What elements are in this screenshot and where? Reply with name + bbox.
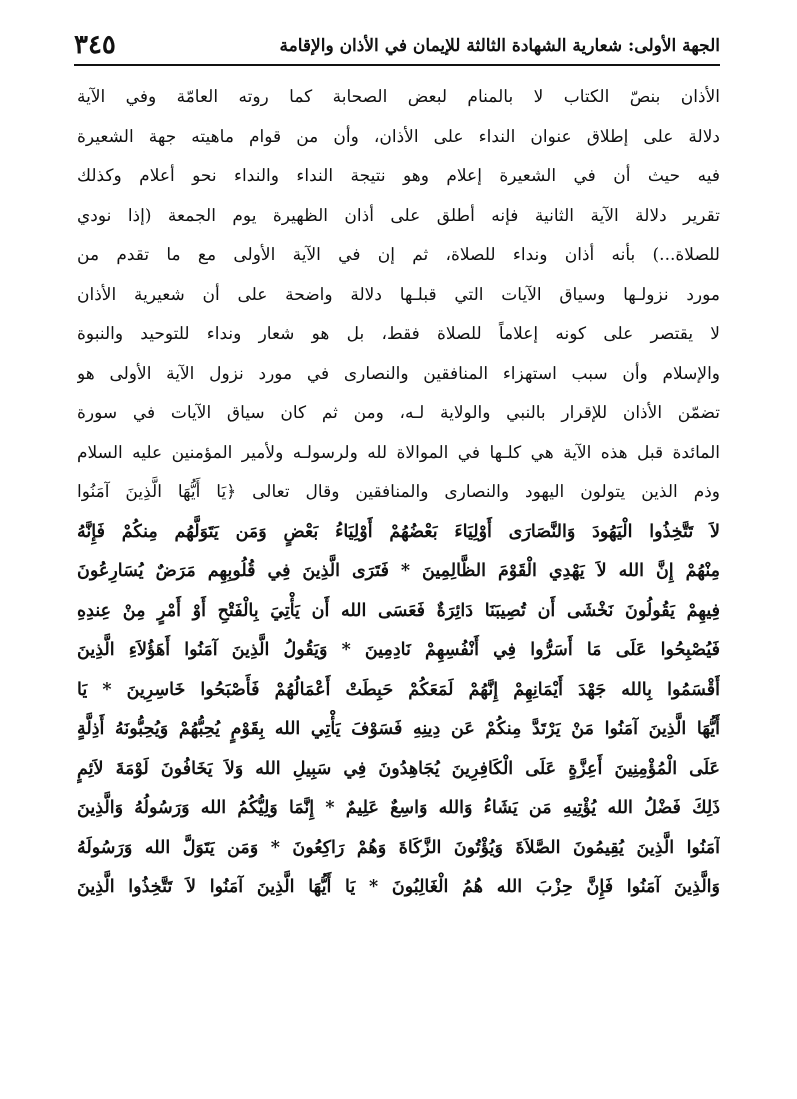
- quran-verse-line: آمَنُوا الَّذِينَ يُقِيمُونَ الصَّلاَةَ وَيُؤْتُونَ الزَّكَاةَ وَهُمْ رَاكِعُونَ * وَمَن يَتَوَلَّ الله وَرَسُولَهُ: [77, 837, 720, 858]
- text-line: تضمّن الأذان للإقرار بالنبي والولاية لـه، ومن ثم كان سياق الآيات في سورة: [77, 403, 720, 423]
- text-line: المائدة قبل هذه الآية هي كلـها في الموالاة لله ولرسولـه ولأمير المؤمنين عليه السلام: [77, 442, 720, 463]
- page-number: ٣٤٥: [74, 30, 116, 60]
- body-text: [77, 78, 720, 908]
- quran-verse-line: فِيهِمْ يَقُولُونَ نَخْشَى أَن تُصِيبَنَا دَائِرَةٌ فَعَسَى الله أَن يَأْتِيَ بِالْفَتْحِ أَوْ أَمْرٍ مِنْ عِندِهِ: [77, 600, 720, 621]
- text-line: فيه حيث أن في الشعيرة إعلام وهو نتيجة النداء والنداء نحو أعلام وكذلك: [77, 166, 720, 186]
- quran-verse-line: أَيُّهَا الَّذِينَ آمَنُوا مَنْ يَرْتَدَّ مِنكُمْ عَن دِينِهِ فَسَوْفَ يَأْتِي الله بِقَوْمٍ يُحِبُّهُمْ وَيُحِبُّونَهُ أَذِلَّةٍ: [77, 719, 720, 739]
- quran-verse-line: مِنْهُمْ إِنَّ الله لاَ يَهْدِي الْقَوْمَ الظَّالِمِينَ * فَتَرَى الَّذِينَ فِي قُلُوبِهِم مَرَضٌ يُسَارِعُونَ: [77, 561, 720, 581]
- quran-verse-line: لاَ تَتَّخِذُوا الْيَهُودَ وَالنَّصَارَى أَوْلِيَاءَ بَعْضُهُمْ أَوْلِيَاءُ بَعْضٍ وَمَن يَتَوَلَّهُم مِنكُمْ فَإِنَّهُ: [77, 521, 720, 542]
- text-line: لا يقتصر على كونه إعلاماً للصلاة فقط، بل هو شعار ونداء للتوحيد والنبوة: [77, 324, 720, 344]
- running-title: الجهة الأولى: شعارية الشهادة الثالثة للإيمان في الأذان والإقامة: [279, 36, 720, 56]
- text-line: مورد نزولـها وسياق الآيات التي قبلـها دلالة واضحة على أن شعيرية الأذان: [77, 284, 720, 305]
- text-line: الأذان بنصّ الكتاب لا بالمنام لبعض الصحابة كما روته العامّة وفي الآية: [77, 87, 720, 107]
- text-line: وذم الذين يتولون اليهود والنصارى والمنافقين وقال تعالى ﴿يَا أَيُّهَا الَّذِينَ آمَنُوا: [77, 482, 720, 502]
- quran-verse-line: وَالَّذِينَ آمَنُوا فَإِنَّ حِزْبَ الله هُمُ الْغَالِبُونَ * يَا أَيُّهَا الَّذِينَ آمَنُوا لاَ تَتَّخِذُوا الَّذِينَ: [77, 877, 720, 897]
- quran-verse-line: ذَلِكَ فَضْلُ الله يُؤْتِيهِ مَن يَشَاءُ وَالله وَاسِعٌ عَلِيمٌ * إِنَّمَا وَلِيُّكُمُ الله وَرَسُولُهُ وَالَّذِينَ: [77, 798, 720, 818]
- page-header: [74, 26, 720, 72]
- quran-verse-line: عَلَى الْمُؤْمِنِينَ أَعِزَّةٍ عَلَى الْكَافِرِينَ يُجَاهِدُونَ فِي سَبِيلِ الله وَلاَ يَخَافُونَ لَوْمَةَ لاَئِمٍ: [77, 758, 720, 779]
- quran-verse-line: أَقْسَمُوا بِالله جَهْدَ أَيْمَانِهِمْ إِنَّهُمْ لَمَعَكُمْ حَبِطَتْ أَعْمَالُهُمْ فَأَصْبَحُوا خَاسِرِينَ * يَا: [77, 679, 720, 700]
- quran-verse-line: فَيُصْبِحُوا عَلَى مَا أَسَرُّوا فِي أَنْفُسِهِمْ نَادِمِينَ * وَيَقُولُ الَّذِينَ آمَنُوا أَهَؤُلاَءِ الَّذِينَ: [77, 640, 720, 660]
- text-line: تقرير دلالة الآية الثانية فإنه أطلق على أذان الظهيرة يوم الجمعة (إذا نودي: [77, 205, 720, 226]
- text-line: للصلاة...) بأنه أذان ونداء للصلاة، ثم إن في الآية الأولى مع ما تقدم من: [77, 245, 720, 265]
- text-line: والإسلام وأن سبب استهزاء المنافقين والنصارى في مورد نزول الآية الأولى هو: [77, 363, 720, 384]
- text-line: دلالة على إطلاق عنوان النداء على الأذان، وأن من قوام ماهيته جهة الشعيرة: [77, 126, 720, 147]
- header-divider: [74, 64, 720, 66]
